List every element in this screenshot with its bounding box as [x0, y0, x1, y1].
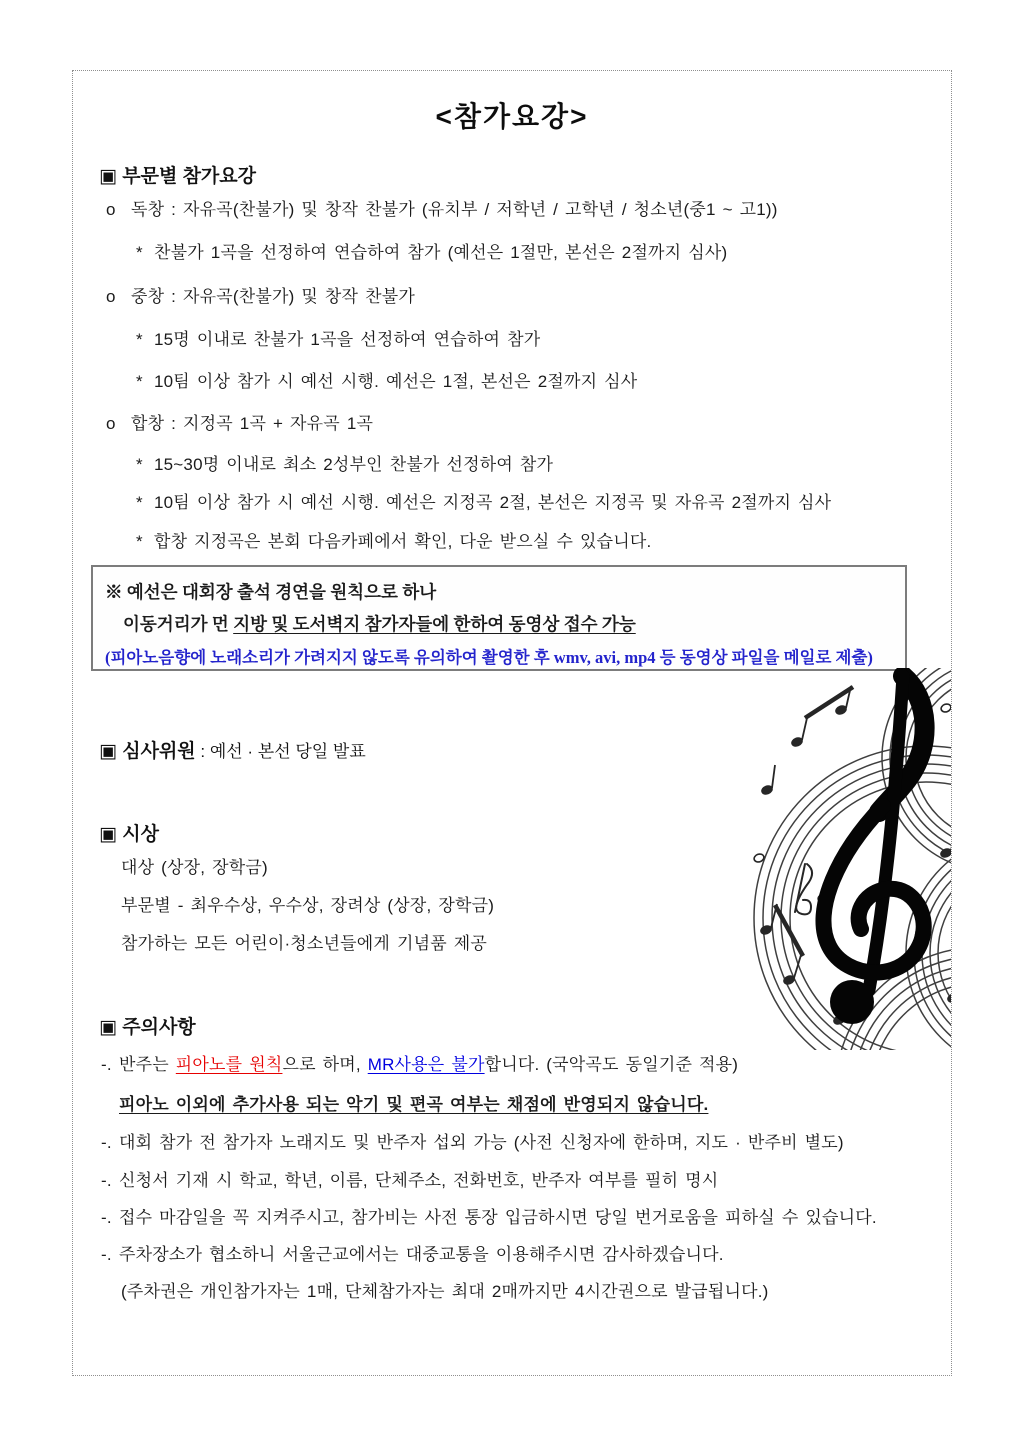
caution-item-parking-note: (주차권은 개인참가자는 1매, 단체참가자는 최대 2매까지만 4시간권으로 발급됩니다.) — [121, 1282, 769, 1301]
dash-bullet: -. — [101, 1133, 112, 1152]
category-subitem — [136, 371, 637, 393]
video-submission-notice-box — [91, 565, 907, 671]
music-staves-illustration — [691, 668, 952, 1050]
caution-item: -. 주차장소가 협소하니 서울근교에서는 대중교통을 이용해주시면 감사하겠습니다. — [101, 1245, 724, 1264]
caution-item: -. 대회 참가 전 참가자 노래지도 및 반주자 섭외 가능 (사전 신청자에 한하며, 지도 · 반주비 별도) — [101, 1133, 844, 1152]
category-text: 15명 이내로 찬불가 1곡을 선정하여 연습하여 참가 — [154, 330, 541, 349]
category-item — [106, 286, 415, 308]
caution-item: -. 신청서 기재 시 학교, 학년, 이름, 단체주소, 전화번호, 반주자 여부를 필히 명시 — [101, 1171, 719, 1190]
caution-item: -. 접수 마감일을 꼭 지켜주시고, 참가비는 사전 통장 입금하시면 당일 번거로움을 피하실 수 있습니다. — [101, 1208, 877, 1227]
category-item — [106, 413, 373, 435]
bullet-o: o — [106, 414, 116, 433]
bullet-star: * — [136, 493, 143, 512]
bullet-o: o — [106, 287, 116, 306]
category-subitem — [136, 492, 831, 514]
piano-rule-highlight: 피아노를 원칙 — [175, 1055, 283, 1074]
treble-clef-graphic — [691, 668, 952, 1050]
category-subitem — [136, 242, 727, 264]
category-subitem — [136, 531, 651, 553]
document-page — [72, 70, 952, 1376]
dash-bullet: -. — [101, 1171, 112, 1190]
caution-subitem-instruments: 피아노 이외에 추가사용 되는 악기 및 편곡 여부는 채점에 반영되지 않습니다. — [119, 1095, 709, 1114]
section-heading-judges: ▣ 심사위원 : 예선 · 본선 당일 발표 — [99, 741, 366, 762]
award-item: 부문별 - 최우수상, 우수상, 장려상 (상장, 장학금) — [121, 896, 495, 915]
category-subitem — [136, 454, 553, 476]
judges-announcement: : 예선 · 본선 당일 발표 — [195, 742, 366, 761]
notice-line-1: ※ 예선은 대회장 출석 경연을 원칙으로 하나 — [105, 582, 437, 602]
big-treble-clef — [823, 676, 924, 1013]
bullet-o: o — [106, 200, 116, 219]
page-title: <참가요강> — [435, 101, 589, 132]
category-text: 10팀 이상 참가 시 예선 시행. 예선은 1절, 본선은 2절까지 심사 — [154, 372, 638, 391]
category-subitem — [136, 329, 540, 351]
dash-bullet: -. — [101, 1208, 112, 1227]
bullet-star: * — [136, 372, 143, 391]
bullet-star: * — [136, 243, 143, 262]
caution-item-accompaniment: -. 반주는 피아노를 원칙으로 하며, MR사용은 불가합니다. (국악곡도 동일기준 적용) — [101, 1055, 739, 1074]
award-item: 대상 (상장, 장학금) — [121, 858, 268, 877]
notice-line-2: 이동거리가 먼 지방 및 도서벽지 참가자들에 한하여 동영상 접수 가능 — [123, 614, 636, 634]
award-item: 참가하는 모든 어린이·청소년들에게 기념품 제공 — [121, 934, 487, 953]
category-text: 찬불가 1곡을 선정하여 연습하여 참가 (예선은 1절만, 본선은 2절까지 심사) — [154, 243, 728, 262]
category-text: 독창 : 자유곡(찬불가) 및 창작 찬불가 (유치부 / 저학년 / 고학년 / 청소년(중1 ~ 고1)) — [131, 200, 778, 219]
category-item — [106, 199, 778, 221]
bullet-star: * — [136, 330, 143, 349]
category-text: 합창 : 지정곡 1곡 + 자유곡 1곡 — [131, 414, 374, 433]
section-heading-cautions: ▣ 주의사항 — [99, 1017, 196, 1038]
bullet-star: * — [136, 455, 143, 474]
mr-ban-highlight: MR사용은 불가 — [367, 1055, 485, 1074]
category-text: 합창 지정곡은 본회 다음카페에서 확인, 다운 받으실 수 있습니다. — [154, 532, 652, 551]
section-heading-categories: ▣ 부문별 참가요강 — [99, 166, 256, 187]
dash-bullet: -. — [101, 1245, 112, 1264]
notice-underlined-text: 지방 및 도서벽지 참가자들에 한하여 동영상 접수 가능 — [233, 614, 636, 634]
category-text: 중창 : 자유곡(찬불가) 및 창작 찬불가 — [131, 287, 415, 306]
section-heading-awards: ▣ 시상 — [99, 824, 159, 845]
dash-bullet: -. — [101, 1055, 112, 1074]
bullet-star: * — [136, 532, 143, 551]
category-text: 10팀 이상 참가 시 예선 시행. 예선은 지정곡 2절, 본선은 지정곡 및 자유곡 2절까지 심사 — [154, 493, 832, 512]
category-text: 15~30명 이내로 최소 2성부인 찬불가 선정하여 참가 — [154, 455, 554, 474]
notice-line-3: (피아노음향에 노래소리가 가려지지 않도록 유의하여 촬영한 후 wmv, avi, mp4 등 동영상 파일을 메일로 제출) — [105, 648, 873, 667]
